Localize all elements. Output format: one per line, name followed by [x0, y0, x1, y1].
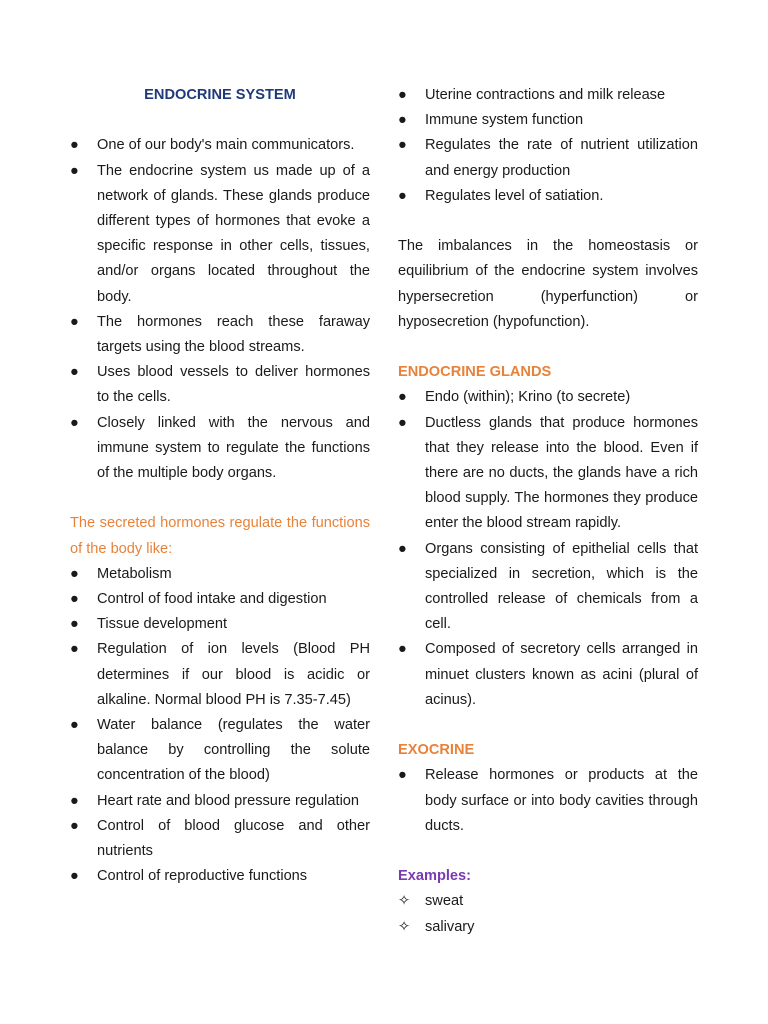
secreted-hormones-heading: The secreted hormones regulate the functions of the body like: — [70, 515, 370, 557]
page-title: ENDOCRINE SYSTEM — [144, 87, 296, 103]
bullet-icon: ● — [70, 137, 79, 154]
bullet-icon: ● — [70, 313, 79, 330]
endocrine-glands-heading: ENDOCRINE GLANDS — [398, 364, 552, 381]
list-item: ● Uses blood vessels to deliver hormones to the cells. — [70, 360, 370, 410]
bullet-icon: ● — [398, 137, 407, 154]
left-column — [70, 83, 370, 889]
bullet-icon: ● — [398, 641, 407, 658]
bullet-icon: ● — [70, 565, 79, 582]
list-item: ● Control of food intake and digestion — [70, 587, 370, 612]
bullet-icon: ● — [70, 641, 79, 658]
list-item: ● Uterine contractions and milk release — [398, 83, 698, 108]
glands-bullet-list — [398, 385, 698, 713]
bullet-icon: ● — [398, 414, 407, 431]
bullet-icon: ● — [70, 616, 79, 633]
list-item: ● Heart rate and blood pressure regulation — [70, 789, 370, 814]
list-item: ● Organs consisting of epithelial cells that specialized in secretion, which is the controlled release of chemicals from a cell. — [398, 537, 698, 638]
list-item: ● Water balance (regulates the water balance by controlling the solute concentration of the blood) — [70, 713, 370, 789]
functions-bullet-list — [70, 562, 370, 890]
bullet-icon: ● — [70, 817, 79, 834]
bullet-icon: ● — [70, 792, 79, 809]
bullet-icon: ● — [398, 87, 407, 103]
examples-heading: Examples: — [398, 868, 472, 885]
list-item: ● Regulates the rate of nutrient utilization and energy production — [398, 133, 698, 183]
list-item: ● Control of blood glucose and other nutrients — [70, 814, 370, 864]
bullet-icon: ● — [398, 767, 407, 784]
exocrine-bullet-list — [398, 763, 698, 839]
more-functions-bullet-list — [398, 83, 698, 209]
list-item: ● Control of reproductive functions — [70, 864, 370, 889]
imbalance-paragraph: The imbalances in the homeostasis or equilibrium of the endocrine system involves hypersecretion (hyperfunction) or hyposecretion (hypofunction). — [398, 238, 698, 330]
right-column — [398, 83, 698, 940]
bullet-icon: ● — [398, 112, 407, 129]
diamond-icon: ✧ — [398, 918, 411, 935]
list-item: ● Regulation of ion levels (Blood PH determines if our blood is acidic or alkaline. Normal blood PH is 7.35-7.45) — [70, 637, 370, 713]
list-item: ✧ salivary — [398, 915, 698, 940]
bullet-icon: ● — [70, 591, 79, 608]
bullet-icon: ● — [398, 389, 407, 406]
bullet-icon: ● — [398, 187, 407, 204]
list-item: ● One of our body's main communicators. — [70, 133, 370, 158]
diamond-icon: ✧ — [398, 893, 411, 910]
bullet-icon: ● — [70, 162, 79, 179]
list-item: ● Tissue development — [70, 612, 370, 637]
list-item: ● Ductless glands that produce hormones that they release into the blood. Even if there are no ducts, the glands have a rich blood supply. The hormones they produce enter the blood stream rapidly. — [398, 411, 698, 537]
list-item: ● Regulates level of satiation. — [398, 184, 698, 209]
intro-bullet-list — [70, 133, 370, 486]
list-item: ● The hormones reach these faraway targets using the blood streams. — [70, 310, 370, 360]
bullet-icon: ● — [398, 540, 407, 557]
list-item: ● Immune system function — [398, 108, 698, 133]
list-item: ● The endocrine system us made up of a network of glands. These glands produce different types of hormones that evoke a specific response in other cells, tissues, and/or organs located throughout the body. — [70, 159, 370, 310]
list-item: ● Endo (within); Krino (to secrete) — [398, 385, 698, 410]
bullet-icon: ● — [70, 868, 79, 885]
bullet-icon: ● — [70, 717, 79, 734]
list-item: ● Release hormones or products at the body surface or into body cavities through ducts. — [398, 763, 698, 839]
list-item: ● Metabolism — [70, 562, 370, 587]
list-item: ● Composed of secretory cells arranged in minuet clusters known as acini (plural of acinus). — [398, 637, 698, 713]
list-item: ✧ sweat — [398, 889, 698, 914]
bullet-icon: ● — [70, 364, 79, 381]
exocrine-heading: EXOCRINE — [398, 742, 475, 759]
bullet-icon: ● — [70, 414, 79, 431]
examples-list — [398, 889, 698, 939]
list-item: ● Closely linked with the nervous and immune system to regulate the functions of the multiple body organs. — [70, 411, 370, 487]
